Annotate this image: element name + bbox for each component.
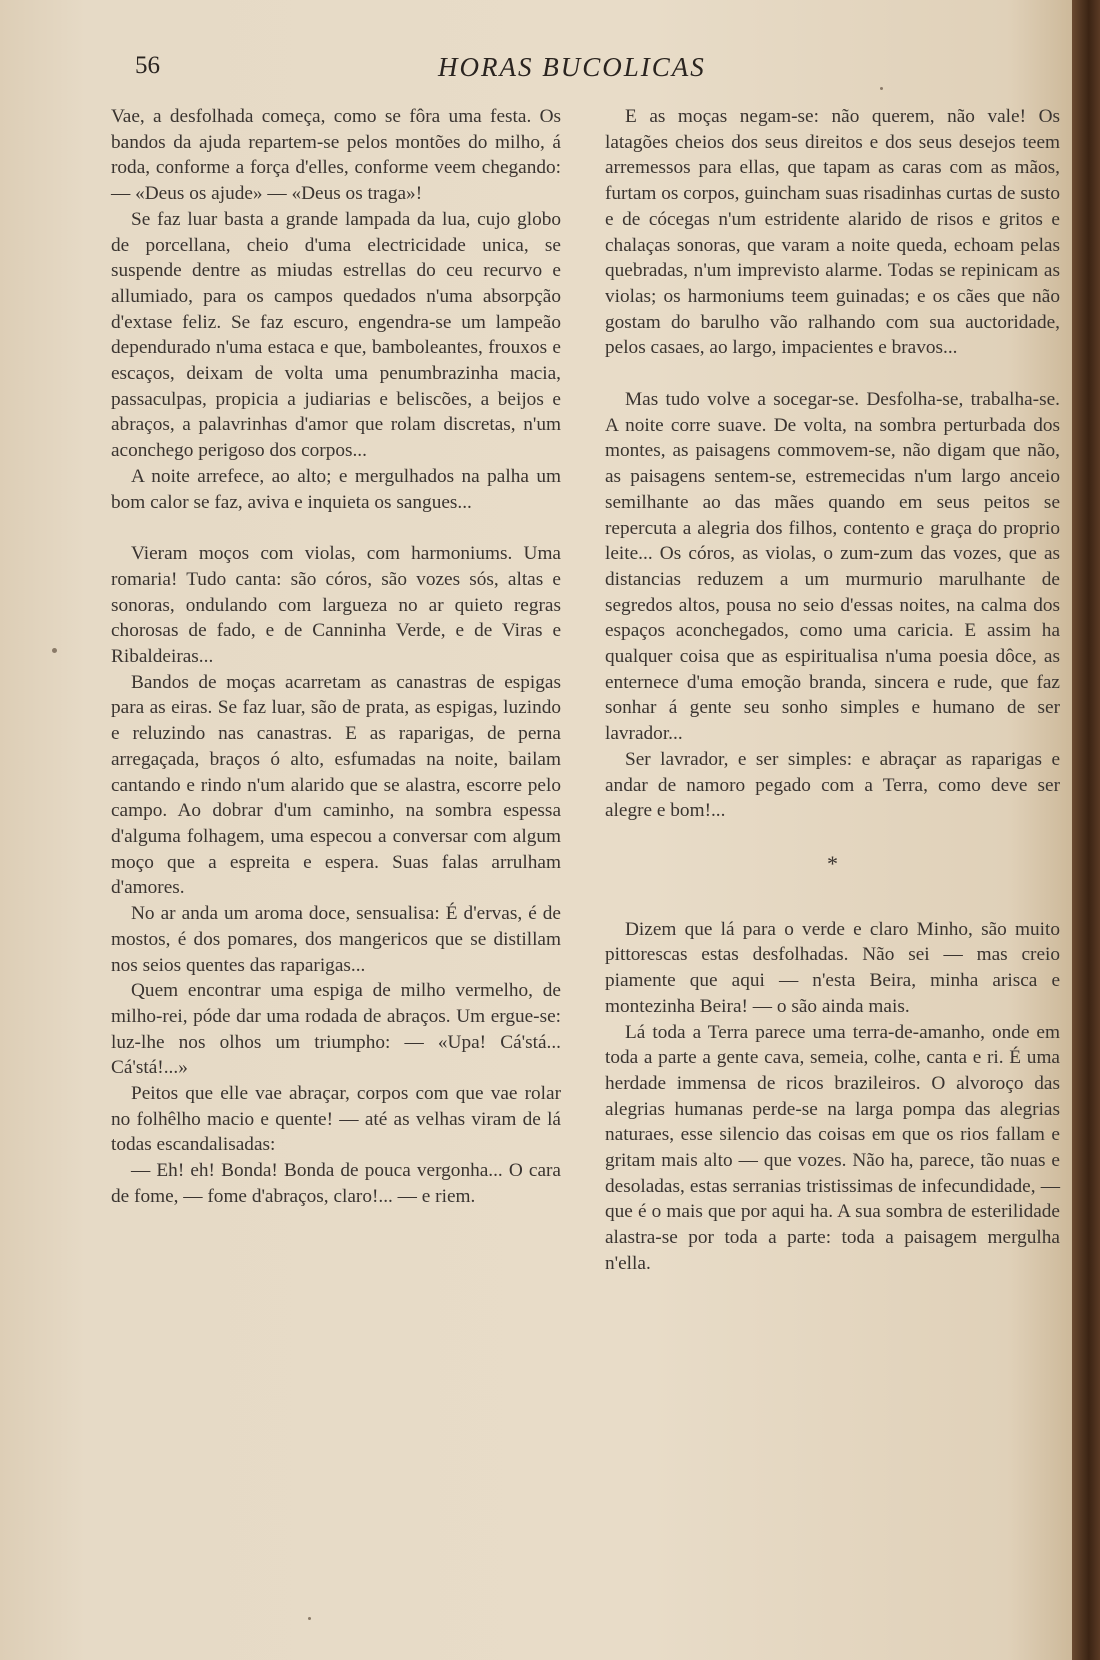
running-title: HORAS BUCOLICAS bbox=[438, 52, 706, 82]
paragraph: Dizem que lá para o verde e claro Minho, são muito pittorescas estas desfolhadas. Não sei — mas creio piamente que aqui — n'esta Beira, minha arisca e montezinha Beira! — o são ainda mais. bbox=[605, 918, 1060, 1017]
left-column bbox=[111, 104, 561, 1210]
paper-speck bbox=[52, 648, 57, 653]
paragraph: Peitos que elle vae abraçar, corpos com que vae rolar no folhêlho macio e quente! — até as velhas viram de lá todas escandalisadas: bbox=[111, 1083, 561, 1156]
book-spine bbox=[1072, 0, 1100, 1660]
paragraph: Mas tudo volve a socegar-se. Desfolha-se, trabalha-se. A noite corre suave. De volta, na sombra perturbada dos montes, as paisagens commovem-se, não digam que não, as paisagens sentem-se, estremecidas n'um largo anceio semilhante ao das mães quando em seus peitos se repercuta a alegria dos filhos, contento e graça do proprio leite... Os córos, as violas, o zum-zum das vozes, que as distancias reduzem a um murmurio marulhante de segredos altos, pousa no seio d'essas noites, na calma dos espaços aconchegados, como uma caricia. E assim ha qualquer coisa que as espiritualisa n'uma poesia dôce, as enternece d'uma emoção branda, sincera e rude, que faz sonhar á gente seu sonho simples e humano de ser lavrador... bbox=[605, 389, 1060, 745]
paragraph: Bandos de moças acarretam as canastras de espigas para as eiras. Se faz luar, são de prata, as espigas, luzindo e reluzindo nas canastras. E as raparigas, de perna arregaçada, braços ó alto, esfumadas na noite, bailam cantando e rindo n'um alarido que se alastra, escorre pelo campo. Ao dobrar d'um caminho, na sombra espessa d'alguma folhagem, uma especou a conversar com algum moço que a espreita e espera. Suas falas arrulham d'amores. bbox=[111, 671, 561, 899]
page-number: 56 bbox=[135, 52, 160, 79]
right-column bbox=[605, 104, 1060, 1277]
paragraph: — Eh! eh! Bonda! Bonda de pouca vergonha... O cara de fome, — fome d'abraços, claro!... — e riem. bbox=[111, 1160, 561, 1207]
paragraph: Vae, a desfolhada começa, como se fôra uma festa. Os bandos da ajuda repartem-se pelos montões do milho, á roda, conforme a força d'elles, conforme veem chegando: — «Deus os ajude» — «Deus os traga»! bbox=[111, 106, 561, 205]
paragraph: Se faz luar basta a grande lampada da lua, cujo globo de porcellana, cheio d'uma electricidade unica, se suspende dentre as miudas estrellas do ceu recurvo e allumiado, para os campos quedados n'uma absorpção d'extase feliz. Se faz escuro, engendra-se um lampeão dependurado n'uma estaca e que, bamboleantes, frouxos e escaços, deixam de volta uma penumbrazinha macia, passaculpas, propicia a judiarias e beliscões, a beijos e abraços, a palavrinhas d'amor que rolam discretas, n'um aconchego perigoso dos corpos... bbox=[111, 208, 561, 462]
paper-speck bbox=[308, 1617, 311, 1620]
paragraph: Vieram moços com violas, com harmoniums. Uma romaria! Tudo canta: são córos, são vozes sós, altas e sonoras, ondulando com largueza no ar quieto regras chorosas de fado, e de Canninha Verde, e de Viras e Ribaldeiras... bbox=[111, 543, 561, 668]
paragraph: E as moças negam-se: não querem, não vale! Os latagões cheios dos seus direitos e dos seus desejos teem arremessos para ellas, que tapam as caras com as mãos, furtam os corpos, guincham suas risadinhas curtas de susto e de cócegas n'um estridente alarido de risos e gritos e chalaças sonoras, que varam a noite queda, echoam pelas quebradas, n'um imprevisto alarme. Todas se repinicam as violas; os harmoniums teem guinadas; e os cães que não gostam do barulho vão ralhando com sua auctoridade, pelos casaes, ao largo, impacientes e bravos... bbox=[605, 106, 1060, 359]
paper-speck bbox=[880, 87, 883, 90]
paragraph: Quem encontrar uma espiga de milho vermelho, de milho-rei, póde dar uma rodada de abraços. Um ergue-se: luz-lhe nos olhos um triumpho: — «Upa! Cá'stá... Cá'stá!...» bbox=[111, 980, 561, 1079]
paragraph: Ser lavrador, e ser simples: e abraçar as raparigas e andar de namoro pegado com a Terra, como deve ser alegre e bom!... bbox=[605, 748, 1060, 822]
paragraph: No ar anda um aroma doce, sensualisa: É d'ervas, é de mostos, é dos pomares, dos mangericos que se distillam nos seios quentes das raparigas... bbox=[111, 903, 561, 976]
paragraph: A noite arrefece, ao alto; e mergulhados na palha um bom calor se faz, aviva e inquieta os sangues... bbox=[111, 465, 561, 513]
page-header bbox=[0, 52, 1072, 92]
section-separator: * bbox=[827, 850, 838, 876]
paragraph: Lá toda a Terra parece uma terra-de-amanho, onde em toda a parte a gente cava, semeia, colhe, canta e ri. É uma herdade immensa de ricos brazileiros. O alvoroço das alegrias humanas perde-se na larga pompa das alegrias naturaes, esse silencio das coisas em que os rios fallam e gritam mais alto — que vozes. Não ha, parece, tão nuas e desoladas, estas serranias tristissimas de infecundidade, — que é o mais que por aqui ha. A sua sombra de esterilidade alastra-se por toda a parte: toda a paisagem mergulha n'ella. bbox=[605, 1021, 1060, 1274]
